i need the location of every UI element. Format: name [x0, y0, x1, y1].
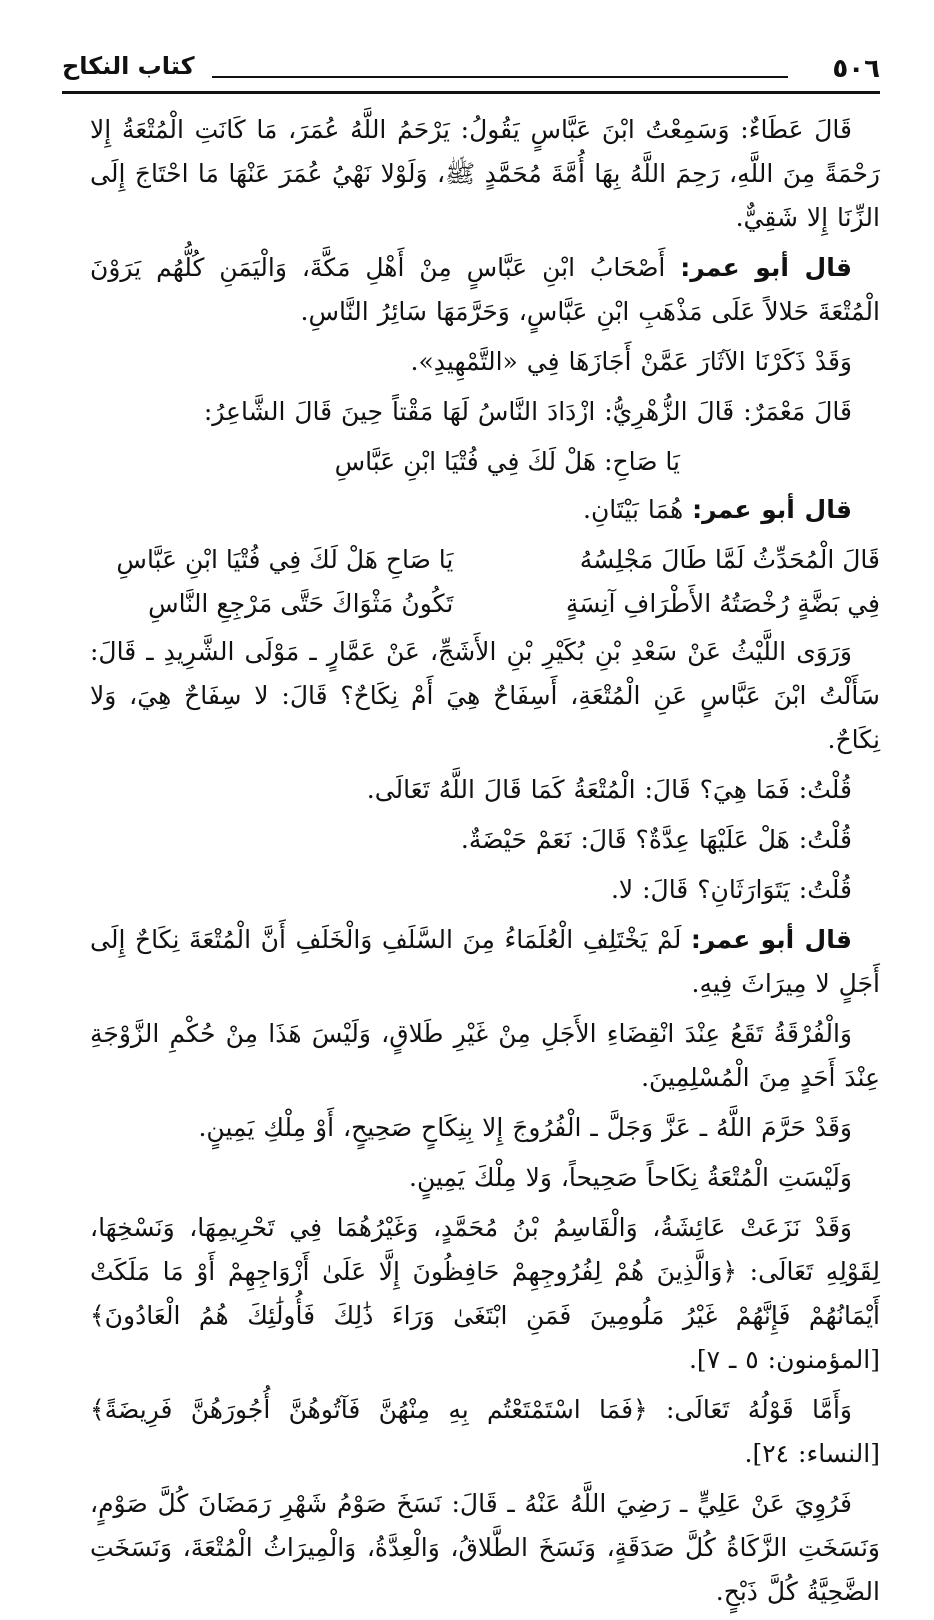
paragraph-text: قَالَ عَطَاءٌ: وَسَمِعْتُ ابْنَ عَبَّاسٍ يَقُولُ: يَرْحَمُ اللَّهُ عُمَرَ، مَا كَانَتِ الْمُتْعَةُ إِلا رَحْمَةً مِنَ اللَّهِ، رَحِمَ اللَّهُ بِهَا أُمَّةَ مُحَمَّدٍ ﷺ، وَلَوْلا نَهْيُ عُمَرَ عَنْهَا مَا احْتَاجَ إِلَى الزِّنَا إِلا شَقِيٌّ.: [90, 115, 880, 232]
paragraph: [90, 108, 880, 240]
paragraph: [90, 1156, 880, 1200]
couplet: [90, 538, 880, 582]
paragraph-lead: قال أبو عمر:: [690, 925, 853, 954]
paragraph-text: فَرُوِيَ عَنْ عَلِيٍّ ـ رَضِيَ اللَّهُ عَنْهُ ـ قَالَ: نَسَخَ صَوْمُ شَهْرِ رَمَضَانَ كُلَّ صَوْمٍ، وَنَسَخَتِ الزَّكَاةُ كُلَّ صَدَقَةٍ، وَنَسَخَ الطَّلاقُ، وَالْعِدَّةُ، وَالْمِيرَاثُ الْمُتْعَةَ، وَنَسَخَتِ الضَّحِيَّةُ كُلَّ ذَبْحٍ.: [90, 1489, 880, 1606]
paragraph-text: قُلْتُ: يَتَوَارَثَانِ؟ قَالَ: لا.: [610, 875, 852, 904]
paragraph: [90, 246, 880, 334]
paragraph-lead: قال أبو عمر:: [680, 253, 853, 282]
page-body: [90, 108, 880, 1620]
paragraph: [90, 340, 880, 384]
paragraph: [90, 630, 880, 762]
hemistich-second: تَكُونُ مَثْوَاكَ حَتَّى مَرْجِعِ النَّاسِ: [148, 589, 454, 618]
hemistich-second: يَا صَاحِ هَلْ لَكَ فِي فُتْيَا ابْنِ عَبَّاسِ: [116, 545, 454, 574]
paragraph-text: وَأَمَّا قَوْلُهُ تَعَالَى: ﴿فَمَا اسْتَمْتَعْتُم بِهِ مِنْهُنَّ فَآتُوهُنَّ أُجُورَهُنَّ فَرِيضَةً﴾ [النساء: ٢٤].: [90, 1395, 880, 1468]
paragraph: [90, 1012, 880, 1100]
page-header: [62, 50, 880, 94]
paragraph-text: وَلَيْسَتِ الْمُتْعَةُ نِكَاحاً صَحِيحاً، وَلا مِلْكَ يَمِينٍ.: [409, 1163, 852, 1192]
paragraph: [90, 1106, 880, 1150]
page-number: ٥٠٦: [832, 54, 880, 84]
paragraph-text: هُمَا بَيْتَانِ.: [583, 495, 684, 524]
verse-intro: [90, 488, 880, 532]
couplet: [90, 582, 880, 626]
verse-line: يَا صَاحِ: هَلْ لَكَ فِي فُتْيَا ابْنِ عَبَّاسِ: [334, 447, 680, 476]
paragraph: [90, 1482, 880, 1614]
hemistich-first: فِي بَضَّةٍ رُخْصَتُهُ الأَطْرَافِ آنِسَةٍ: [565, 589, 880, 618]
paragraph-text: أَصْحَابُ ابْنِ عَبَّاسٍ مِنْ أَهْلِ مَكَّةَ، وَالْيَمَنِ كُلُّهُم يَرَوْنَ الْمُتْعَةَ حَلالاً عَلَى مَذْهَبِ ابْنِ عَبَّاسٍ، وَحَرَّمَهَا سَائِرُ النَّاسِ.: [90, 253, 880, 326]
paragraph-text: لَمْ يَخْتَلِفِ الْعُلَمَاءُ مِنَ السَّلَفِ وَالْخَلَفِ أَنَّ الْمُتْعَةَ نِكَاحٌ إِلَى أَجَلٍ لا مِيرَاثَ فِيهِ.: [90, 925, 880, 998]
paragraph: [90, 768, 880, 812]
paragraph-text: وَقَدْ ذَكَرْنَا الآثَارَ عَمَّنْ أَجَازَهَا فِي «التَّمْهِيدِ».: [410, 347, 852, 376]
paragraph: [90, 1388, 880, 1476]
paragraph: [90, 868, 880, 912]
paragraph-text: وَرَوَى اللَّيْثُ عَنْ سَعْدِ بْنِ بُكَيْرِ بْنِ الأَشَجِّ، عَنْ عَمَّارٍ ـ مَوْلَى الشَّرِيدِ ـ قَالَ: سَأَلْتُ ابْنَ عَبَّاسٍ عَنِ الْمُتْعَةِ، أَسِفَاحٌ هِيَ أَمْ نِكَاحٌ؟ قَالَ: لا سِفَاحٌ هِيَ، وَلا نِكَاحٌ.: [90, 637, 880, 754]
paragraph-lead: قال أبو عمر:: [692, 495, 852, 524]
hemistich-first: قَالَ الْمُحَدِّثُ لَمَّا طَالَ مَجْلِسُهُ: [579, 545, 880, 574]
header-rule: [62, 91, 880, 94]
paragraph-text: قُلْتُ: هَلْ عَلَيْهَا عِدَّةٌ؟ قَالَ: نَعَمْ حَيْضَةٌ.: [460, 825, 852, 854]
paragraph: [90, 390, 880, 434]
poem-couplets: [90, 538, 880, 626]
header-divider: [212, 76, 788, 78]
paragraph-text: قُلْتُ: فَمَا هِيَ؟ قَالَ: الْمُتْعَةُ كَمَا قَالَ اللَّهُ تَعَالَى.: [366, 775, 852, 804]
book-title: كتاب النكاح: [62, 52, 195, 80]
paragraph: [90, 918, 880, 1006]
paragraph: [90, 1206, 880, 1382]
paragraph-text: وَقَدْ حَرَّمَ اللَّهُ ـ عَزَّ وَجَلَّ ـ الْفُرُوجَ إِلا بِنِكَاحٍ صَحِيحٍ، أَوْ مِلْكِ يَمِينٍ.: [198, 1113, 852, 1142]
paragraph-text: قَالَ مَعْمَرٌ: قَالَ الزُّهْرِيُّ: ازْدَادَ النَّاسُ لَهَا مَقْتاً حِينَ قَالَ الشَّاعِرُ:: [203, 397, 852, 426]
paragraph: [90, 818, 880, 862]
paragraph-text: وَقَدْ نَزَعَتْ عَائِشَةُ، وَالْقَاسِمُ بْنُ مُحَمَّدٍ، وَغَيْرُهُمَا فِي تَحْرِيمِهَا، وَنَسْخِهَا، لِقَوْلِهِ تَعَالَى: ﴿وَالَّذِينَ هُمْ لِفُرُوجِهِمْ حَافِظُونَ إِلَّا عَلَىٰ أَزْوَاجِهِمْ أَوْ مَا مَلَكَتْ أَيْمَانُهُمْ فَإِنَّهُمْ غَيْرُ مَلُومِينَ فَمَنِ ابْتَغَىٰ وَرَاءَ ذَٰلِكَ فَأُولَٰئِكَ هُمُ الْعَادُونَ﴾ [المؤمنون: ٥ ـ ٧].: [90, 1213, 880, 1374]
paragraph-text: وَالْفُرْقَةُ تَقَعُ عِنْدَ انْقِضَاءِ الأَجَلِ مِنْ غَيْرِ طَلاقٍ، وَلَيْسَ هَذَا مِنْ حُكْمِ الزَّوْجَةِ عِنْدَ أَحَدٍ مِنَ الْمُسْلِمِينَ.: [90, 1019, 880, 1092]
